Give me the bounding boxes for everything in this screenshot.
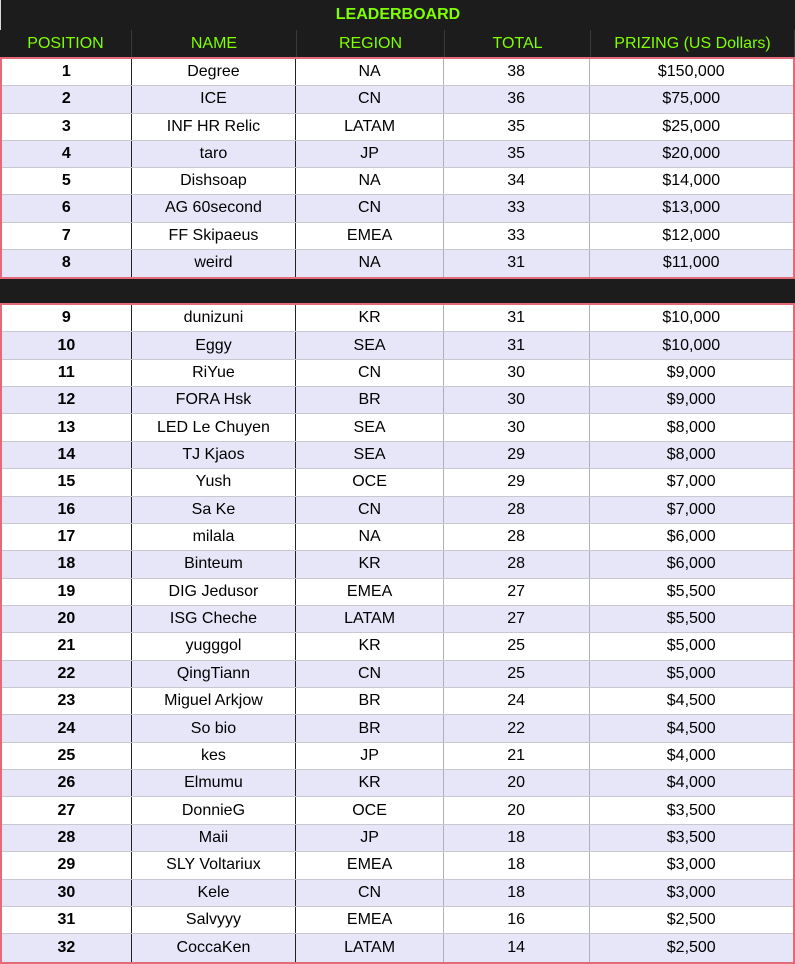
prize-cell[interactable]: $14,000	[662, 172, 721, 190]
table-row	[2, 114, 793, 141]
total-cell[interactable]: 31	[444, 250, 590, 277]
header-total[interactable]: TOTAL	[445, 30, 591, 58]
total-cell[interactable]: 28	[444, 551, 590, 577]
prize-cell[interactable]: $7,000	[666, 500, 716, 518]
total-cell[interactable]: 24	[444, 688, 590, 714]
prize-cell[interactable]: $3,500	[666, 829, 716, 846]
region-cell[interactable]: SEA	[296, 332, 444, 358]
column-header-row	[0, 30, 795, 58]
position-cell[interactable]: 21	[2, 633, 132, 659]
position-cell[interactable]: 23	[2, 688, 132, 714]
total-cell[interactable]: 20	[444, 770, 590, 796]
region-cell[interactable]: CN	[296, 497, 444, 523]
region-cell[interactable]: CN	[296, 86, 444, 112]
table-row	[2, 688, 793, 715]
position-cell[interactable]: 11	[2, 360, 132, 386]
position-cell[interactable]: 8	[2, 250, 132, 277]
total-cell[interactable]: 14	[444, 934, 590, 961]
region-cell[interactable]: JP	[296, 825, 444, 851]
region-cell[interactable]: LATAM	[296, 114, 444, 140]
name-cell[interactable]: QingTiann	[132, 661, 297, 687]
region-cell[interactable]: JP	[296, 141, 444, 167]
position-cell[interactable]: 31	[2, 907, 132, 933]
position-cell[interactable]: 6	[2, 195, 132, 221]
prize-cell[interactable]: $4,500	[666, 719, 716, 737]
region-cell[interactable]: OCE	[296, 797, 444, 823]
position-cell[interactable]: 9	[2, 305, 132, 331]
name-cell[interactable]: Binteum	[132, 551, 297, 577]
table-row	[2, 633, 793, 660]
table-row	[2, 59, 793, 86]
position-cell[interactable]: 27	[2, 797, 132, 823]
region-cell[interactable]: NA	[296, 168, 444, 194]
prize-cell[interactable]: $5,500	[666, 582, 716, 600]
prize-cell[interactable]: $9,000	[666, 391, 716, 409]
position-cell[interactable]: 25	[2, 743, 132, 769]
position-cell[interactable]: 15	[2, 469, 132, 495]
position-cell[interactable]: 19	[2, 579, 132, 605]
table-row	[2, 305, 793, 332]
position-cell[interactable]: 26	[2, 770, 132, 796]
table-row	[2, 414, 793, 441]
name-cell[interactable]: Eggy	[132, 332, 297, 358]
region-cell[interactable]: EMEA	[296, 223, 444, 249]
table-row	[2, 360, 793, 387]
table-row	[2, 332, 793, 359]
prize-cell[interactable]: $150,000	[657, 63, 725, 81]
total-cell[interactable]: 30	[444, 414, 590, 440]
table-row	[2, 442, 793, 469]
name-cell[interactable]: milala	[132, 524, 297, 550]
name-cell[interactable]: ISG Cheche	[132, 606, 297, 632]
total-cell[interactable]: 31	[444, 305, 590, 331]
name-cell[interactable]: Degree	[132, 59, 297, 85]
header-prizing[interactable]: PRIZING (US Dollars)	[591, 30, 795, 58]
position-cell[interactable]: 10	[2, 332, 132, 358]
region-cell[interactable]: NA	[296, 524, 444, 550]
name-cell[interactable]: Miguel Arkjow	[132, 688, 297, 714]
name-cell[interactable]: taro	[132, 141, 297, 167]
prize-cell[interactable]: $2,500	[666, 938, 716, 956]
prize-cell[interactable]: $5,000	[666, 637, 716, 655]
total-cell[interactable]: 34	[444, 168, 590, 194]
total-cell[interactable]: 38	[444, 59, 590, 85]
name-cell[interactable]: yugggol	[132, 633, 297, 659]
table-row	[2, 606, 793, 633]
total-cell[interactable]: 21	[444, 743, 590, 769]
region-cell[interactable]: CN	[296, 360, 444, 386]
cutoff-divider	[0, 279, 795, 303]
region-cell[interactable]: KR	[296, 770, 444, 796]
position-cell[interactable]: 32	[2, 934, 132, 961]
position-cell[interactable]: 22	[2, 661, 132, 687]
total-cell[interactable]: 25	[444, 661, 590, 687]
prize-cell[interactable]: $20,000	[662, 144, 721, 162]
table-row	[2, 86, 793, 113]
name-cell[interactable]: kes	[132, 743, 297, 769]
region-cell[interactable]: LATAM	[296, 934, 444, 961]
prize-cell[interactable]: $4,000	[666, 746, 716, 764]
prize-cell[interactable]: $6,000	[666, 528, 716, 546]
region-cell[interactable]: EMEA	[296, 907, 444, 933]
table-row	[2, 579, 793, 606]
prize-cell[interactable]: $10,000	[662, 336, 721, 354]
name-cell[interactable]: ICE	[132, 86, 297, 112]
table-row	[2, 168, 793, 195]
leaderboard-title: LEADERBOARD	[335, 6, 461, 23]
region-cell[interactable]: EMEA	[296, 852, 444, 878]
position-cell[interactable]: 12	[2, 387, 132, 413]
table-row	[2, 907, 793, 934]
region-cell[interactable]: SEA	[296, 414, 444, 440]
table-row	[2, 387, 793, 414]
table-row	[2, 551, 793, 578]
position-cell[interactable]: 30	[2, 880, 132, 906]
region-cell[interactable]: LATAM	[296, 606, 444, 632]
region-cell[interactable]: BR	[296, 387, 444, 413]
total-cell[interactable]: 35	[444, 114, 590, 140]
prize-cell[interactable]: $2,500	[666, 911, 716, 929]
table-row	[2, 661, 793, 688]
total-cell[interactable]: 20	[444, 797, 590, 823]
table-row	[2, 223, 793, 250]
region-cell[interactable]: CN	[296, 195, 444, 221]
prize-cell[interactable]: $8,000	[666, 418, 716, 436]
region-cell[interactable]: SEA	[296, 442, 444, 468]
prize-cell[interactable]: $6,000	[666, 555, 716, 573]
total-cell[interactable]: 28	[444, 497, 590, 523]
region-cell[interactable]: EMEA	[296, 579, 444, 605]
position-cell[interactable]: 28	[2, 825, 132, 851]
prize-cell[interactable]: $10,000	[662, 309, 721, 327]
name-cell[interactable]: SLY Voltariux	[132, 852, 297, 878]
position-cell[interactable]: 14	[2, 442, 132, 468]
name-cell[interactable]: TJ Kjaos	[132, 442, 297, 468]
prize-cell[interactable]: $11,000	[662, 254, 720, 272]
name-cell[interactable]: Yush	[132, 469, 297, 495]
name-cell[interactable]: DIG Jedusor	[132, 579, 297, 605]
prize-cell[interactable]: $9,000	[666, 363, 716, 381]
total-cell[interactable]: 18	[444, 880, 590, 906]
table-row	[2, 743, 793, 770]
total-cell[interactable]: 22	[444, 715, 590, 741]
name-cell[interactable]: Sa Ke	[132, 497, 297, 523]
prize-cell[interactable]: $75,000	[662, 90, 721, 108]
position-cell[interactable]: 16	[2, 497, 132, 523]
position-cell[interactable]: 7	[2, 223, 132, 249]
prize-cell[interactable]: $4,500	[666, 692, 716, 710]
name-cell[interactable]: INF HR Relic	[132, 114, 297, 140]
position-cell[interactable]: 17	[2, 524, 132, 550]
name-cell[interactable]: dunizuni	[132, 305, 297, 331]
table-row	[2, 195, 793, 222]
name-cell[interactable]: FF Skipaeus	[132, 223, 297, 249]
table-row	[2, 934, 793, 961]
total-cell[interactable]: 30	[444, 387, 590, 413]
name-cell[interactable]: FORA Hsk	[132, 387, 297, 413]
table-row	[2, 825, 793, 852]
position-cell[interactable]: 2	[2, 86, 132, 112]
position-cell[interactable]: 24	[2, 715, 132, 741]
total-cell[interactable]: 28	[444, 524, 590, 550]
header-name[interactable]: NAME	[132, 30, 297, 58]
prize-cell[interactable]: $13,000	[662, 199, 721, 217]
header-position[interactable]: POSITION	[0, 30, 132, 58]
table-row	[2, 141, 793, 168]
prize-cell[interactable]: $8,000	[666, 445, 716, 463]
position-cell[interactable]: 13	[2, 414, 132, 440]
total-cell[interactable]: 35	[444, 141, 590, 167]
table-row	[2, 250, 793, 277]
remaining-players-block	[0, 303, 795, 964]
region-cell[interactable]: BR	[296, 688, 444, 714]
name-cell[interactable]: Elmumu	[132, 770, 297, 796]
position-cell[interactable]: 3	[2, 114, 132, 140]
total-cell[interactable]: 29	[444, 442, 590, 468]
region-cell[interactable]: KR	[296, 551, 444, 577]
table-row	[2, 797, 793, 824]
total-cell[interactable]: 27	[444, 579, 590, 605]
name-cell[interactable]: AG 60second	[132, 195, 297, 221]
total-cell[interactable]: 33	[444, 223, 590, 249]
name-cell[interactable]: Maii	[132, 825, 297, 851]
name-cell[interactable]: DonnieG	[132, 797, 297, 823]
prize-cell[interactable]: $5,500	[666, 610, 716, 628]
region-cell[interactable]: NA	[296, 250, 444, 277]
name-cell[interactable]: weird	[132, 250, 297, 277]
total-cell[interactable]: 27	[444, 606, 590, 632]
region-cell[interactable]: CN	[296, 661, 444, 687]
table-row	[2, 770, 793, 797]
name-cell[interactable]: Salvyyy	[132, 907, 297, 933]
region-cell[interactable]: JP	[296, 743, 444, 769]
position-cell[interactable]: 5	[2, 168, 132, 194]
name-cell[interactable]: Kele	[132, 880, 297, 906]
total-cell[interactable]: 16	[444, 907, 590, 933]
position-cell[interactable]: 29	[2, 852, 132, 878]
name-cell[interactable]: LED Le Chuyen	[132, 414, 297, 440]
prize-cell[interactable]: $25,000	[662, 117, 721, 135]
prize-cell[interactable]: $12,000	[662, 226, 721, 244]
position-cell[interactable]: 1	[2, 59, 132, 85]
total-cell[interactable]: 33	[444, 195, 590, 221]
total-cell[interactable]: 18	[444, 852, 590, 878]
position-cell[interactable]: 18	[2, 551, 132, 577]
table-row	[2, 469, 793, 496]
total-cell[interactable]: 36	[444, 86, 590, 112]
region-cell[interactable]: OCE	[296, 469, 444, 495]
prize-cell[interactable]: $7,000	[666, 473, 716, 491]
total-cell[interactable]: 30	[444, 360, 590, 386]
table-row	[2, 880, 793, 907]
name-cell[interactable]: Dishsoap	[132, 168, 297, 194]
prize-cell[interactable]: $3,000	[666, 856, 716, 874]
top-eight-block	[0, 57, 795, 279]
position-cell[interactable]: 4	[2, 141, 132, 167]
prize-cell[interactable]: $3,500	[666, 801, 716, 819]
table-row	[2, 852, 793, 879]
table-row	[2, 497, 793, 524]
region-cell[interactable]: KR	[296, 305, 444, 331]
region-cell[interactable]: NA	[296, 59, 444, 85]
prize-cell[interactable]: $3,000	[666, 883, 716, 901]
header-region[interactable]: REGION	[297, 30, 445, 58]
total-cell[interactable]: 25	[444, 633, 590, 659]
region-cell[interactable]: BR	[296, 715, 444, 741]
name-cell[interactable]: CoccaKen	[132, 934, 297, 961]
table-row	[2, 524, 793, 551]
name-cell[interactable]: RiYue	[132, 360, 297, 386]
title-row	[0, 0, 795, 30]
position-cell[interactable]: 20	[2, 606, 132, 632]
region-cell[interactable]: CN	[296, 880, 444, 906]
total-cell[interactable]: 31	[444, 332, 590, 358]
region-cell[interactable]: KR	[296, 633, 444, 659]
name-cell[interactable]: So bio	[132, 715, 297, 741]
prize-cell[interactable]: $4,000	[666, 774, 716, 792]
table-row	[2, 715, 793, 742]
total-cell[interactable]: 29	[444, 469, 590, 495]
total-cell[interactable]: 18	[444, 825, 590, 851]
prize-cell[interactable]: $5,000	[666, 664, 716, 682]
